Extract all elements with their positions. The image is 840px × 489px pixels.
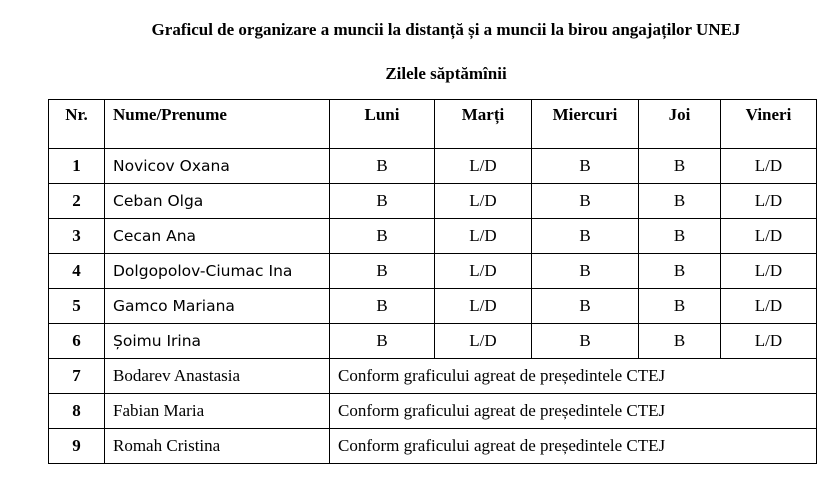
day-wednesday: B: [532, 289, 639, 324]
header-friday: Vineri: [721, 100, 817, 149]
day-tuesday: L/D: [435, 184, 532, 219]
schedule-note: Conform graficului agreat de președintele CTEJ: [330, 394, 817, 429]
table-row: [49, 254, 817, 289]
schedule-note: Conform graficului agreat de președintele CTEJ: [330, 429, 817, 464]
day-thursday: B: [639, 149, 721, 184]
header-tuesday: Marți: [435, 100, 532, 149]
employee-name: Gamco Mariana: [105, 289, 330, 324]
day-wednesday: B: [532, 184, 639, 219]
row-number: 3: [49, 219, 105, 254]
day-wednesday: B: [532, 219, 639, 254]
employee-name: Ceban Olga: [105, 184, 330, 219]
employee-name: Novicov Oxana: [105, 149, 330, 184]
row-number: 5: [49, 289, 105, 324]
schedule-note: Conform graficului agreat de președintele CTEJ: [330, 359, 817, 394]
employee-name: Șoimu Irina: [105, 324, 330, 359]
table-row: [49, 359, 817, 394]
day-monday: B: [330, 149, 435, 184]
day-wednesday: B: [532, 324, 639, 359]
day-monday: B: [330, 289, 435, 324]
row-number: 6: [49, 324, 105, 359]
table-header-row: [49, 100, 817, 149]
day-tuesday: L/D: [435, 254, 532, 289]
row-number: 1: [49, 149, 105, 184]
day-friday: L/D: [721, 324, 817, 359]
day-thursday: B: [639, 324, 721, 359]
day-thursday: B: [639, 184, 721, 219]
table-row: [49, 394, 817, 429]
document-subtitle: Zilele săptămînii: [385, 64, 507, 83]
day-monday: B: [330, 324, 435, 359]
day-tuesday: L/D: [435, 149, 532, 184]
day-wednesday: B: [532, 254, 639, 289]
day-monday: B: [330, 219, 435, 254]
day-thursday: B: [639, 289, 721, 324]
employee-name: Dolgopolov-Ciumac Ina: [105, 254, 330, 289]
day-thursday: B: [639, 219, 721, 254]
day-monday: B: [330, 184, 435, 219]
day-friday: L/D: [721, 149, 817, 184]
header-name: Nume/Prenume: [105, 100, 330, 149]
row-number: 2: [49, 184, 105, 219]
day-friday: L/D: [721, 289, 817, 324]
document-title: Graficul de organizare a muncii la distanță și a muncii la birou angajaților UNEJ: [151, 20, 741, 39]
table-row: [49, 289, 817, 324]
header-monday: Luni: [330, 100, 435, 149]
day-monday: B: [330, 254, 435, 289]
day-friday: L/D: [721, 219, 817, 254]
row-number: 8: [49, 394, 105, 429]
employee-name: Bodarev Anastasia: [105, 359, 330, 394]
day-thursday: B: [639, 254, 721, 289]
employee-name: Cecan Ana: [105, 219, 330, 254]
day-tuesday: L/D: [435, 324, 532, 359]
schedule-table: [48, 99, 817, 464]
table-row: [49, 149, 817, 184]
row-number: 4: [49, 254, 105, 289]
row-number: 7: [49, 359, 105, 394]
table-row: [49, 219, 817, 254]
table-row: [49, 184, 817, 219]
header-wednesday: Miercuri: [532, 100, 639, 149]
table-row: [49, 429, 817, 464]
day-tuesday: L/D: [435, 219, 532, 254]
day-friday: L/D: [721, 254, 817, 289]
table-row: [49, 324, 817, 359]
header-nr: Nr.: [49, 100, 105, 149]
day-tuesday: L/D: [435, 289, 532, 324]
day-wednesday: B: [532, 149, 639, 184]
employee-name: Romah Cristina: [105, 429, 330, 464]
row-number: 9: [49, 429, 105, 464]
employee-name: Fabian Maria: [105, 394, 330, 429]
header-thursday: Joi: [639, 100, 721, 149]
day-friday: L/D: [721, 184, 817, 219]
